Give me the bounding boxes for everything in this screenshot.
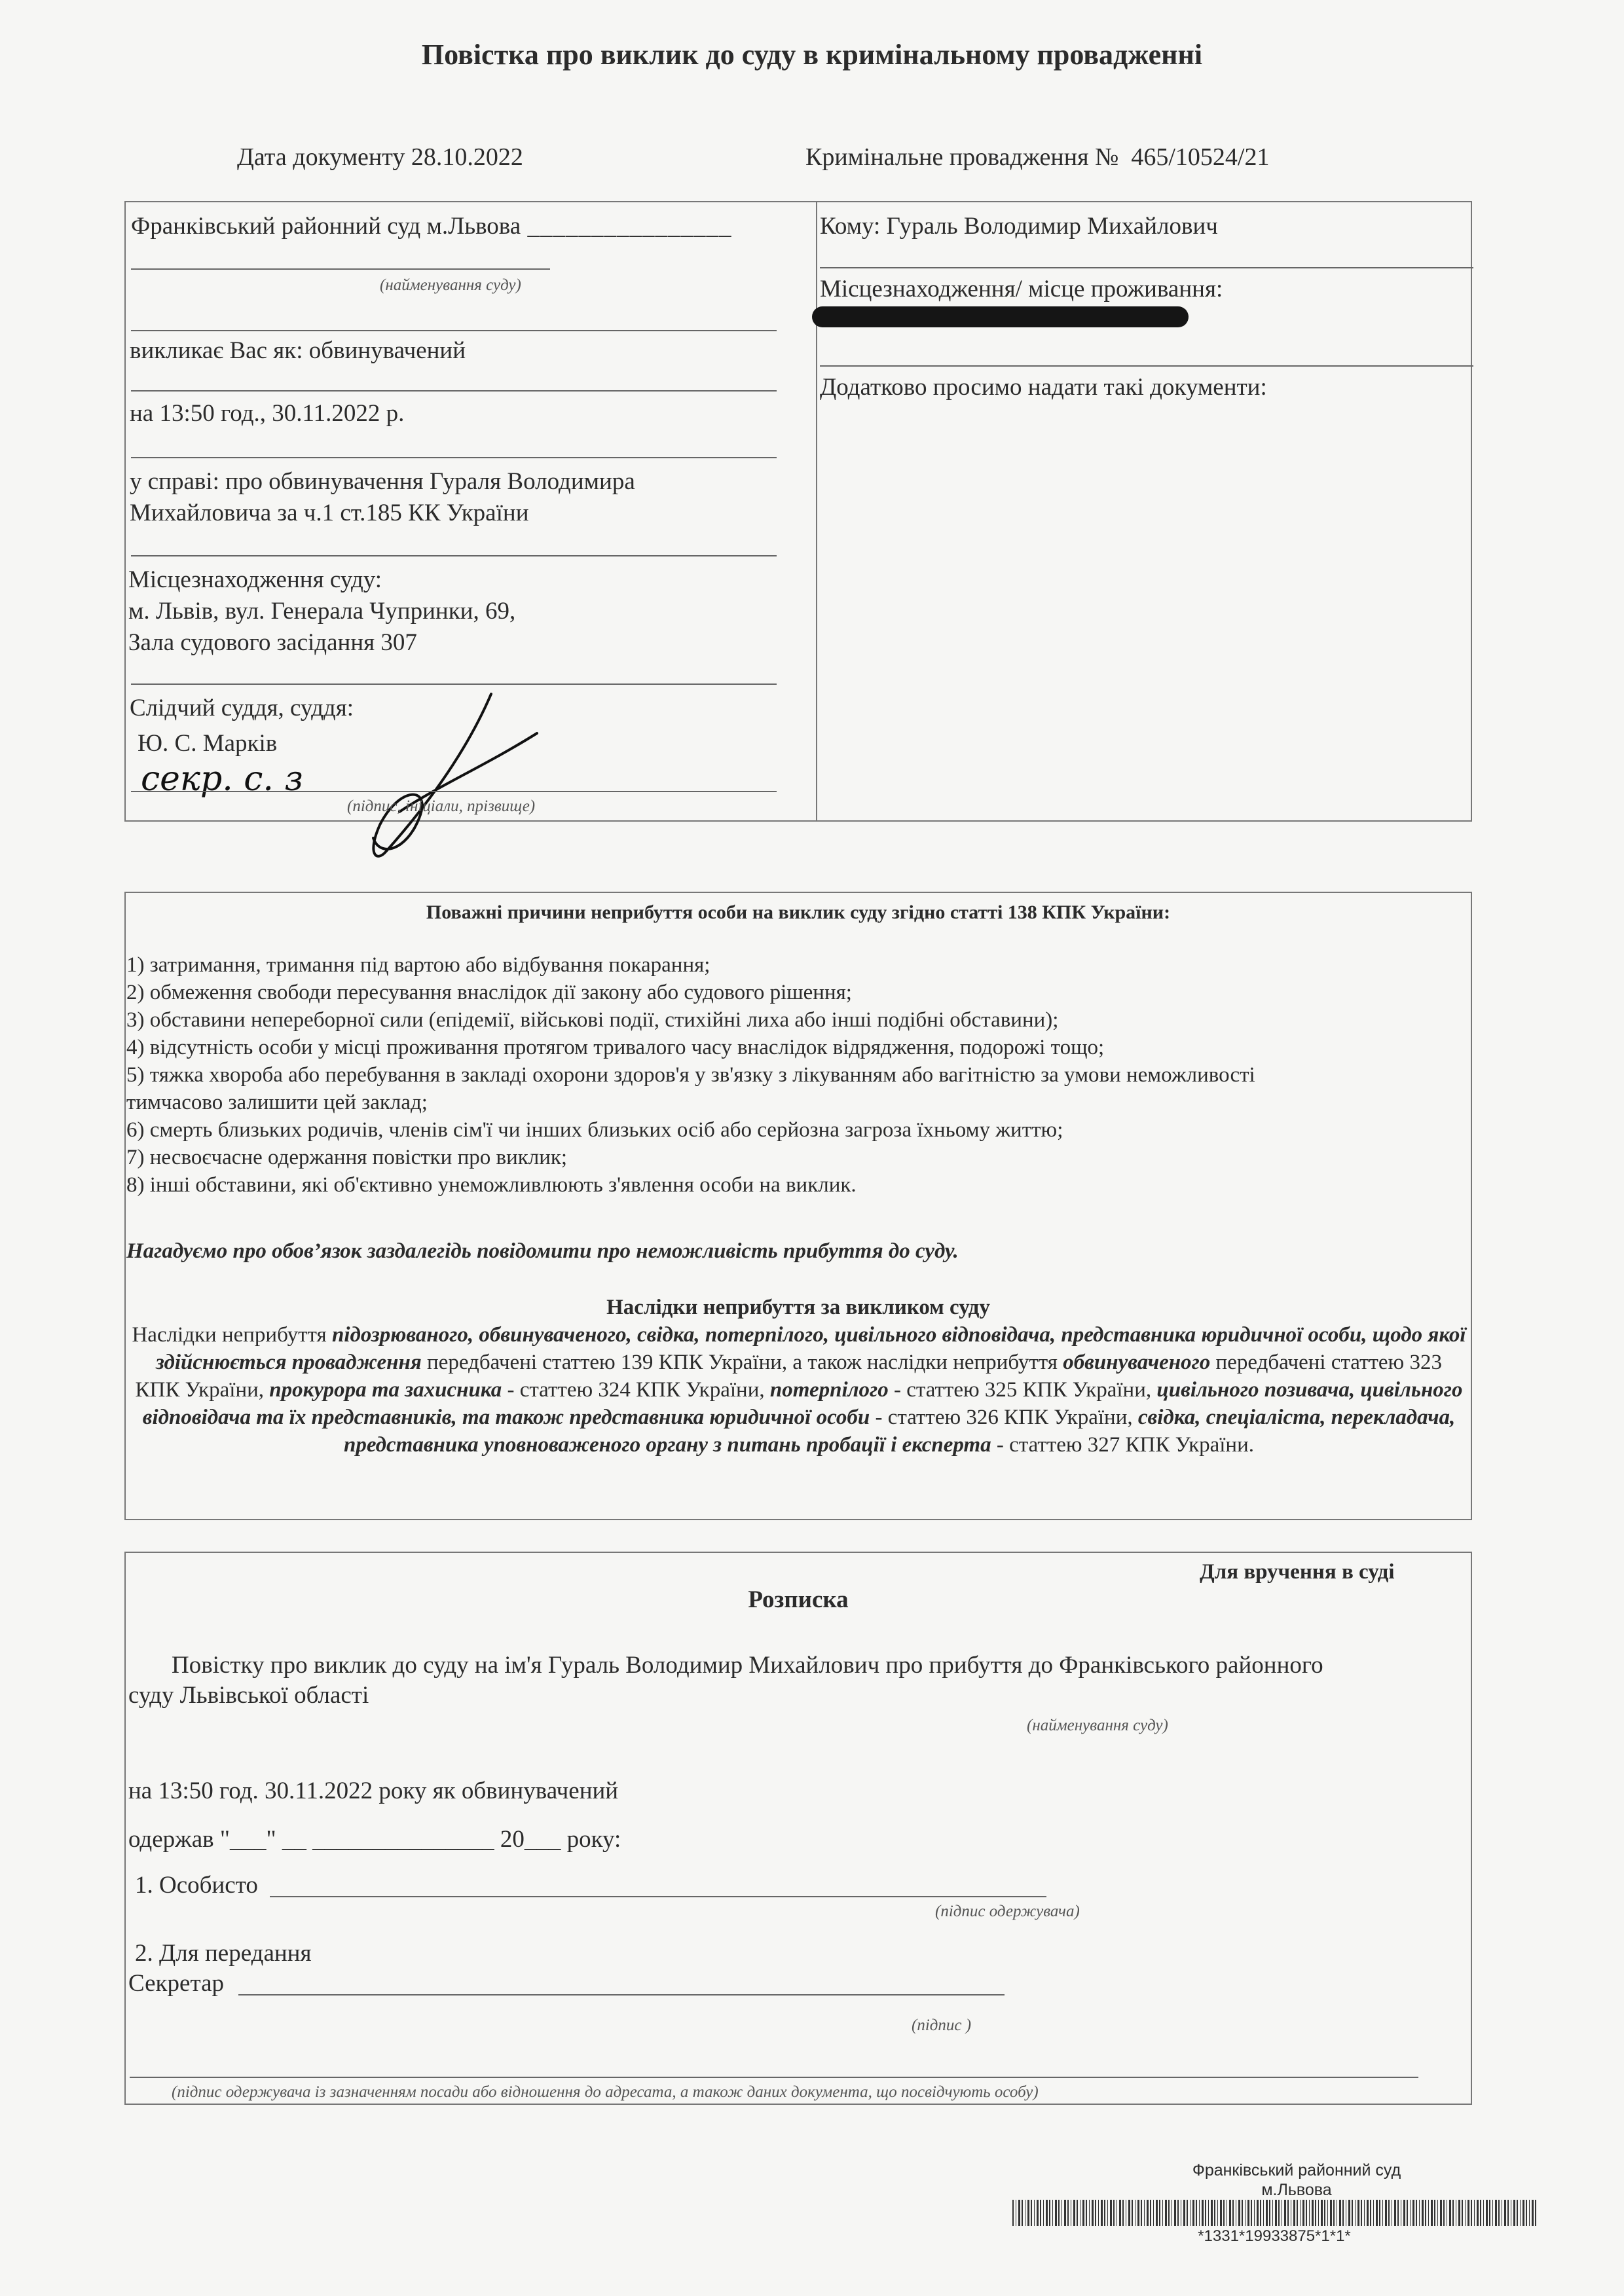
- page-title: Повістка про виклик до суду в кримінальному провадженні: [421, 39, 1203, 71]
- list-item: 3) обставини непереборної сили (епідемії, військові події, стихійні лиха або інші подібні обставини);: [126, 1008, 1059, 1032]
- receipt-line-1: Повістку про виклик до суду на ім'я Гураль Володимир Михайлович про прибуття до Франківського районного: [172, 1652, 1323, 1679]
- consequences-text: Наслідки неприбуття підозрюваного, обвинуваченого, свідка, потерпілого, цивільного відповідача, представника юридичної особи, щодо якої здійснюється провадження передбачені статтею 139 КПК України, а також наслідки неприбуття обвинуваченого передбачені статтею 323 КПК України, прокурора та захисника - статтею 324 КПК України, потерпілого - статтею 325 КПК України, цивільного позивача, цивільного відповідача та їх представників, та також представника юридичної особи - статтею 326 КПК України, свідка, спеціаліста, перекладача, представника уповноваженого органу з питань пробації і експерта - статтею 327 КПК України.: [132, 1323, 1466, 1457]
- judge-name: Ю. С. Марків: [138, 730, 278, 757]
- receipt-time: на 13:50 год. 30.11.2022 року як обвинувачений: [128, 1777, 619, 1804]
- document-date: Дата документу 28.10.2022: [237, 143, 523, 171]
- list-item: 5) тяжка хвороба або перебування в закладі охорони здоров'я у зв'язку з лікуванням або вагітністю за умови неможливості: [126, 1063, 1255, 1087]
- court-location: Місцезнаходження суду: м. Львів, вул. Генерала Чупринки, 69, Зала судового засідання 307: [128, 566, 516, 656]
- list-item: 7) несвоєчасне одержання повістки про виклик;: [126, 1146, 568, 1169]
- barcode: [1012, 2200, 1536, 2226]
- column-divider: [816, 201, 817, 822]
- handwritten-note: секр. с. з: [141, 759, 303, 799]
- personal-delivery: 1. Особисто: [135, 1872, 258, 1899]
- receipt-title: Розписка: [748, 1586, 849, 1613]
- recipient: Кому: Гураль Володимир Михайлович: [820, 213, 1218, 240]
- receipt-court-caption: (найменування суду): [1027, 1717, 1168, 1734]
- case-description: у справі: про обвинувачення Гураля Володимира Михайловича за ч.1 ст.185 КК України: [130, 468, 635, 526]
- court-caption: (найменування суду): [380, 276, 521, 294]
- list-item: 1) затримання, тримання під вартою або відбування покарання;: [126, 953, 710, 977]
- list-item: 4) відсутність особи у місці проживання протягом тривалого часу внаслідок відрядження, подорожі тощо;: [126, 1036, 1105, 1059]
- for-court-label: Для вручення в суді: [1200, 1560, 1395, 1584]
- judge-label: Слідчий суддя, суддя:: [130, 695, 354, 721]
- reasons-list: [126, 951, 1255, 1199]
- secretary-sign-caption: (підпис ): [912, 2016, 972, 2034]
- documents-request: Додатково просимо надати такі документи:: [820, 374, 1267, 401]
- receipt-line-2: суду Львівської області: [128, 1682, 369, 1709]
- summons-role: викликає Вас як: обвинувачений: [130, 337, 466, 364]
- reminder: Нагадуємо про обов’язок заздалегідь повідомити про неможливість прибуття до суду.: [126, 1239, 959, 1263]
- signature-caption: (підпис, ініціали, прізвище): [347, 797, 536, 815]
- case-number-line: [805, 143, 1269, 172]
- case-label: Кримінальне провадження №: [805, 143, 1119, 171]
- list-item: 8) інші обставини, які об'єктивно унеможливлюють з'явлення особи на виклик.: [126, 1173, 857, 1197]
- list-item: 6) смерть близьких родичів, членів сім'ї чи інших близьких осіб або серйозна загроза їхньому життю;: [126, 1118, 1063, 1142]
- receipt-bottom-caption: (підпис одержувача із зазначенням посади або відношення до адресата, а також даних документа, що посвідчують особу): [172, 2083, 1039, 2101]
- case-number: 465/10524/21: [1131, 143, 1270, 171]
- list-item: 2) обмеження свободи пересування внаслідок дії закону або судового рішення;: [126, 981, 852, 1004]
- summons-time: на 13:50 год., 30.11.2022 р.: [130, 400, 405, 427]
- received-date: одержав "___" __ _______________ 20___ року:: [128, 1826, 621, 1853]
- consequences-title: Наслідки неприбуття за викликом суду: [606, 1296, 990, 1319]
- list-item: тимчасово залишити цей заклад;: [126, 1091, 428, 1114]
- recipient-sign-caption: (підпис одержувача): [935, 1903, 1080, 1920]
- residence-label: Місцезнаходження/ місце проживання:: [820, 276, 1223, 302]
- reasons-title: Поважні причини неприбуття особи на виклик суду згідно статті 138 КПК України:: [426, 902, 1171, 923]
- footer-court: Франківський районний суд м.Львова: [1192, 2161, 1401, 2199]
- secretary-label: Секретар: [128, 1970, 224, 1997]
- transfer-label: 2. Для передання: [135, 1940, 312, 1967]
- redaction-bar: [812, 306, 1189, 327]
- judge-signature: [341, 687, 550, 871]
- barcode-text: *1331*19933875*1*1*: [1198, 2227, 1351, 2245]
- court-name: Франківський районний суд м.Львова ________________: [131, 213, 732, 240]
